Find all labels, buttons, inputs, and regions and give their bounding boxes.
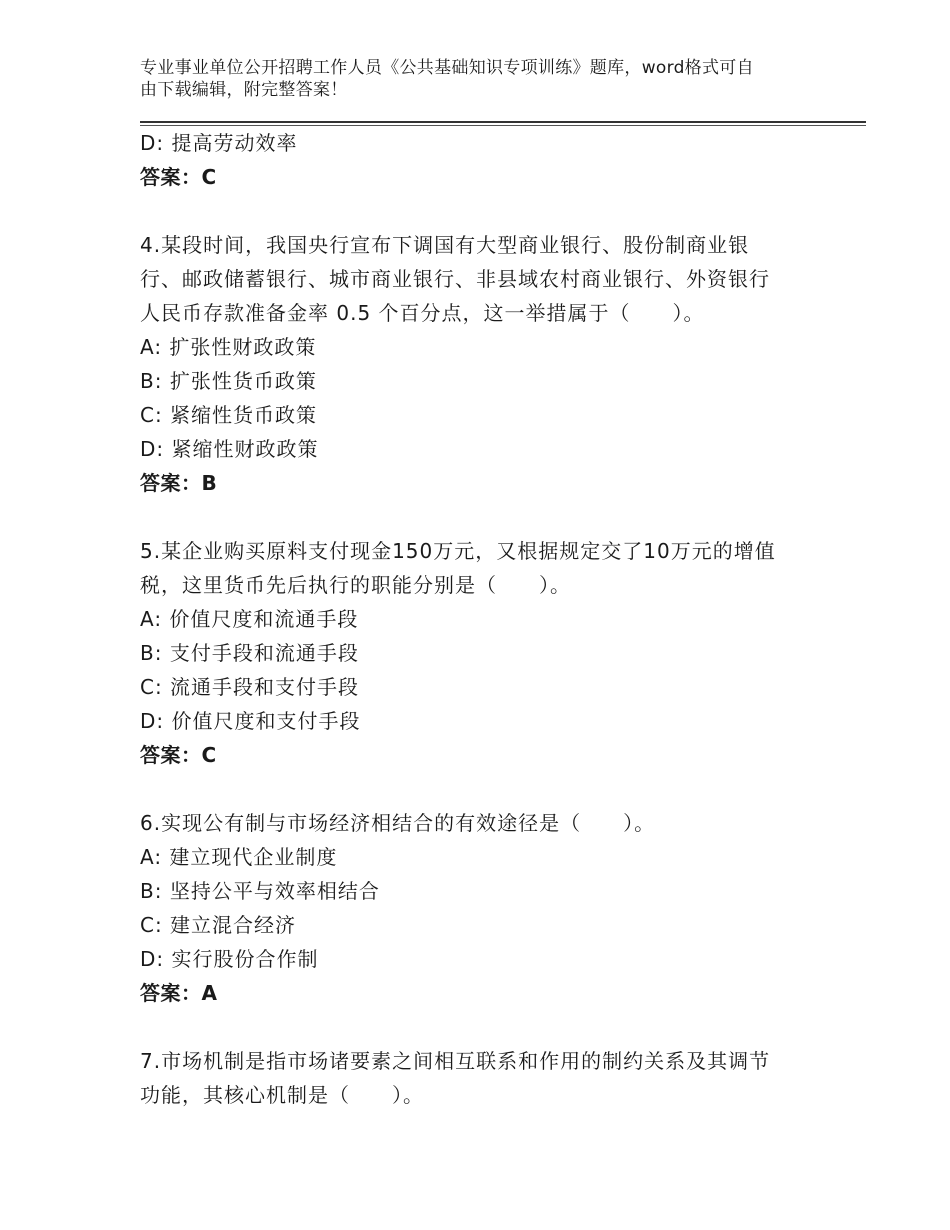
question-stem-line: 7.市场机制是指市场诸要素之间相互联系和作用的制约关系及其调节 xyxy=(140,1049,771,1073)
page-header xyxy=(140,57,810,101)
option-c: C: 建立混合经济 xyxy=(140,913,297,937)
spacer xyxy=(140,772,820,806)
option-b: B: 支付手段和流通手段 xyxy=(140,641,359,665)
option-a: A: 建立现代企业制度 xyxy=(140,845,338,869)
question-stem-line: 行、邮政储蓄银行、城市商业银行、非县域农村商业银行、外资银行 xyxy=(140,267,770,291)
question-content xyxy=(140,126,820,1112)
option-d: D: 价值尺度和支付手段 xyxy=(140,709,361,733)
option-b: B: 坚持公平与效率相结合 xyxy=(140,879,380,903)
option-c: C: 流通手段和支付手段 xyxy=(140,675,360,699)
question-6 xyxy=(140,806,820,1010)
option-a: A: 扩张性财政政策 xyxy=(140,335,317,359)
option-c: C: 紧缩性货币政策 xyxy=(140,403,318,427)
question-5 xyxy=(140,534,820,772)
question-7 xyxy=(140,1044,820,1112)
header-line-1: 专业事业单位公开招聘工作人员《公共基础知识专项训练》题库，word格式可自 xyxy=(140,58,754,78)
option-d: D: 实行股份合作制 xyxy=(140,947,319,971)
question-stem-line: 税，这里货币先后执行的职能分别是（ ）。 xyxy=(140,573,571,597)
option-a: A: 价值尺度和流通手段 xyxy=(140,607,359,631)
spacer xyxy=(140,194,820,228)
answer: 答案：C xyxy=(140,743,217,767)
question-stem-line: 人民币存款准备金率 0.5 个百分点，这一举措属于（ ）。 xyxy=(140,301,705,325)
question-stem-line: 4.某段时间，我国央行宣布下调国有大型商业银行、股份制商业银 xyxy=(140,233,750,257)
option-b: B: 扩张性货币政策 xyxy=(140,369,317,393)
option-d: D: 紧缩性财政政策 xyxy=(140,437,319,461)
question-stem-line: 5.某企业购买原料支付现金150万元，又根据规定交了10万元的增值 xyxy=(140,539,776,563)
question-4 xyxy=(140,228,820,500)
answer: 答案：B xyxy=(140,471,218,495)
question-stem-line: 6.实现公有制与市场经济相结合的有效途径是（ ）。 xyxy=(140,811,656,835)
option-d: D: 提高劳动效率 xyxy=(140,131,298,155)
spacer xyxy=(140,1010,820,1044)
spacer xyxy=(140,500,820,534)
answer: 答案：C xyxy=(140,165,217,189)
header-line-2: 由下载编辑，附完整答案！ xyxy=(140,80,348,100)
question-stem-line: 功能，其核心机制是（ ）。 xyxy=(140,1083,424,1107)
header-rule-thick xyxy=(140,121,866,123)
answer: 答案：A xyxy=(140,981,218,1005)
